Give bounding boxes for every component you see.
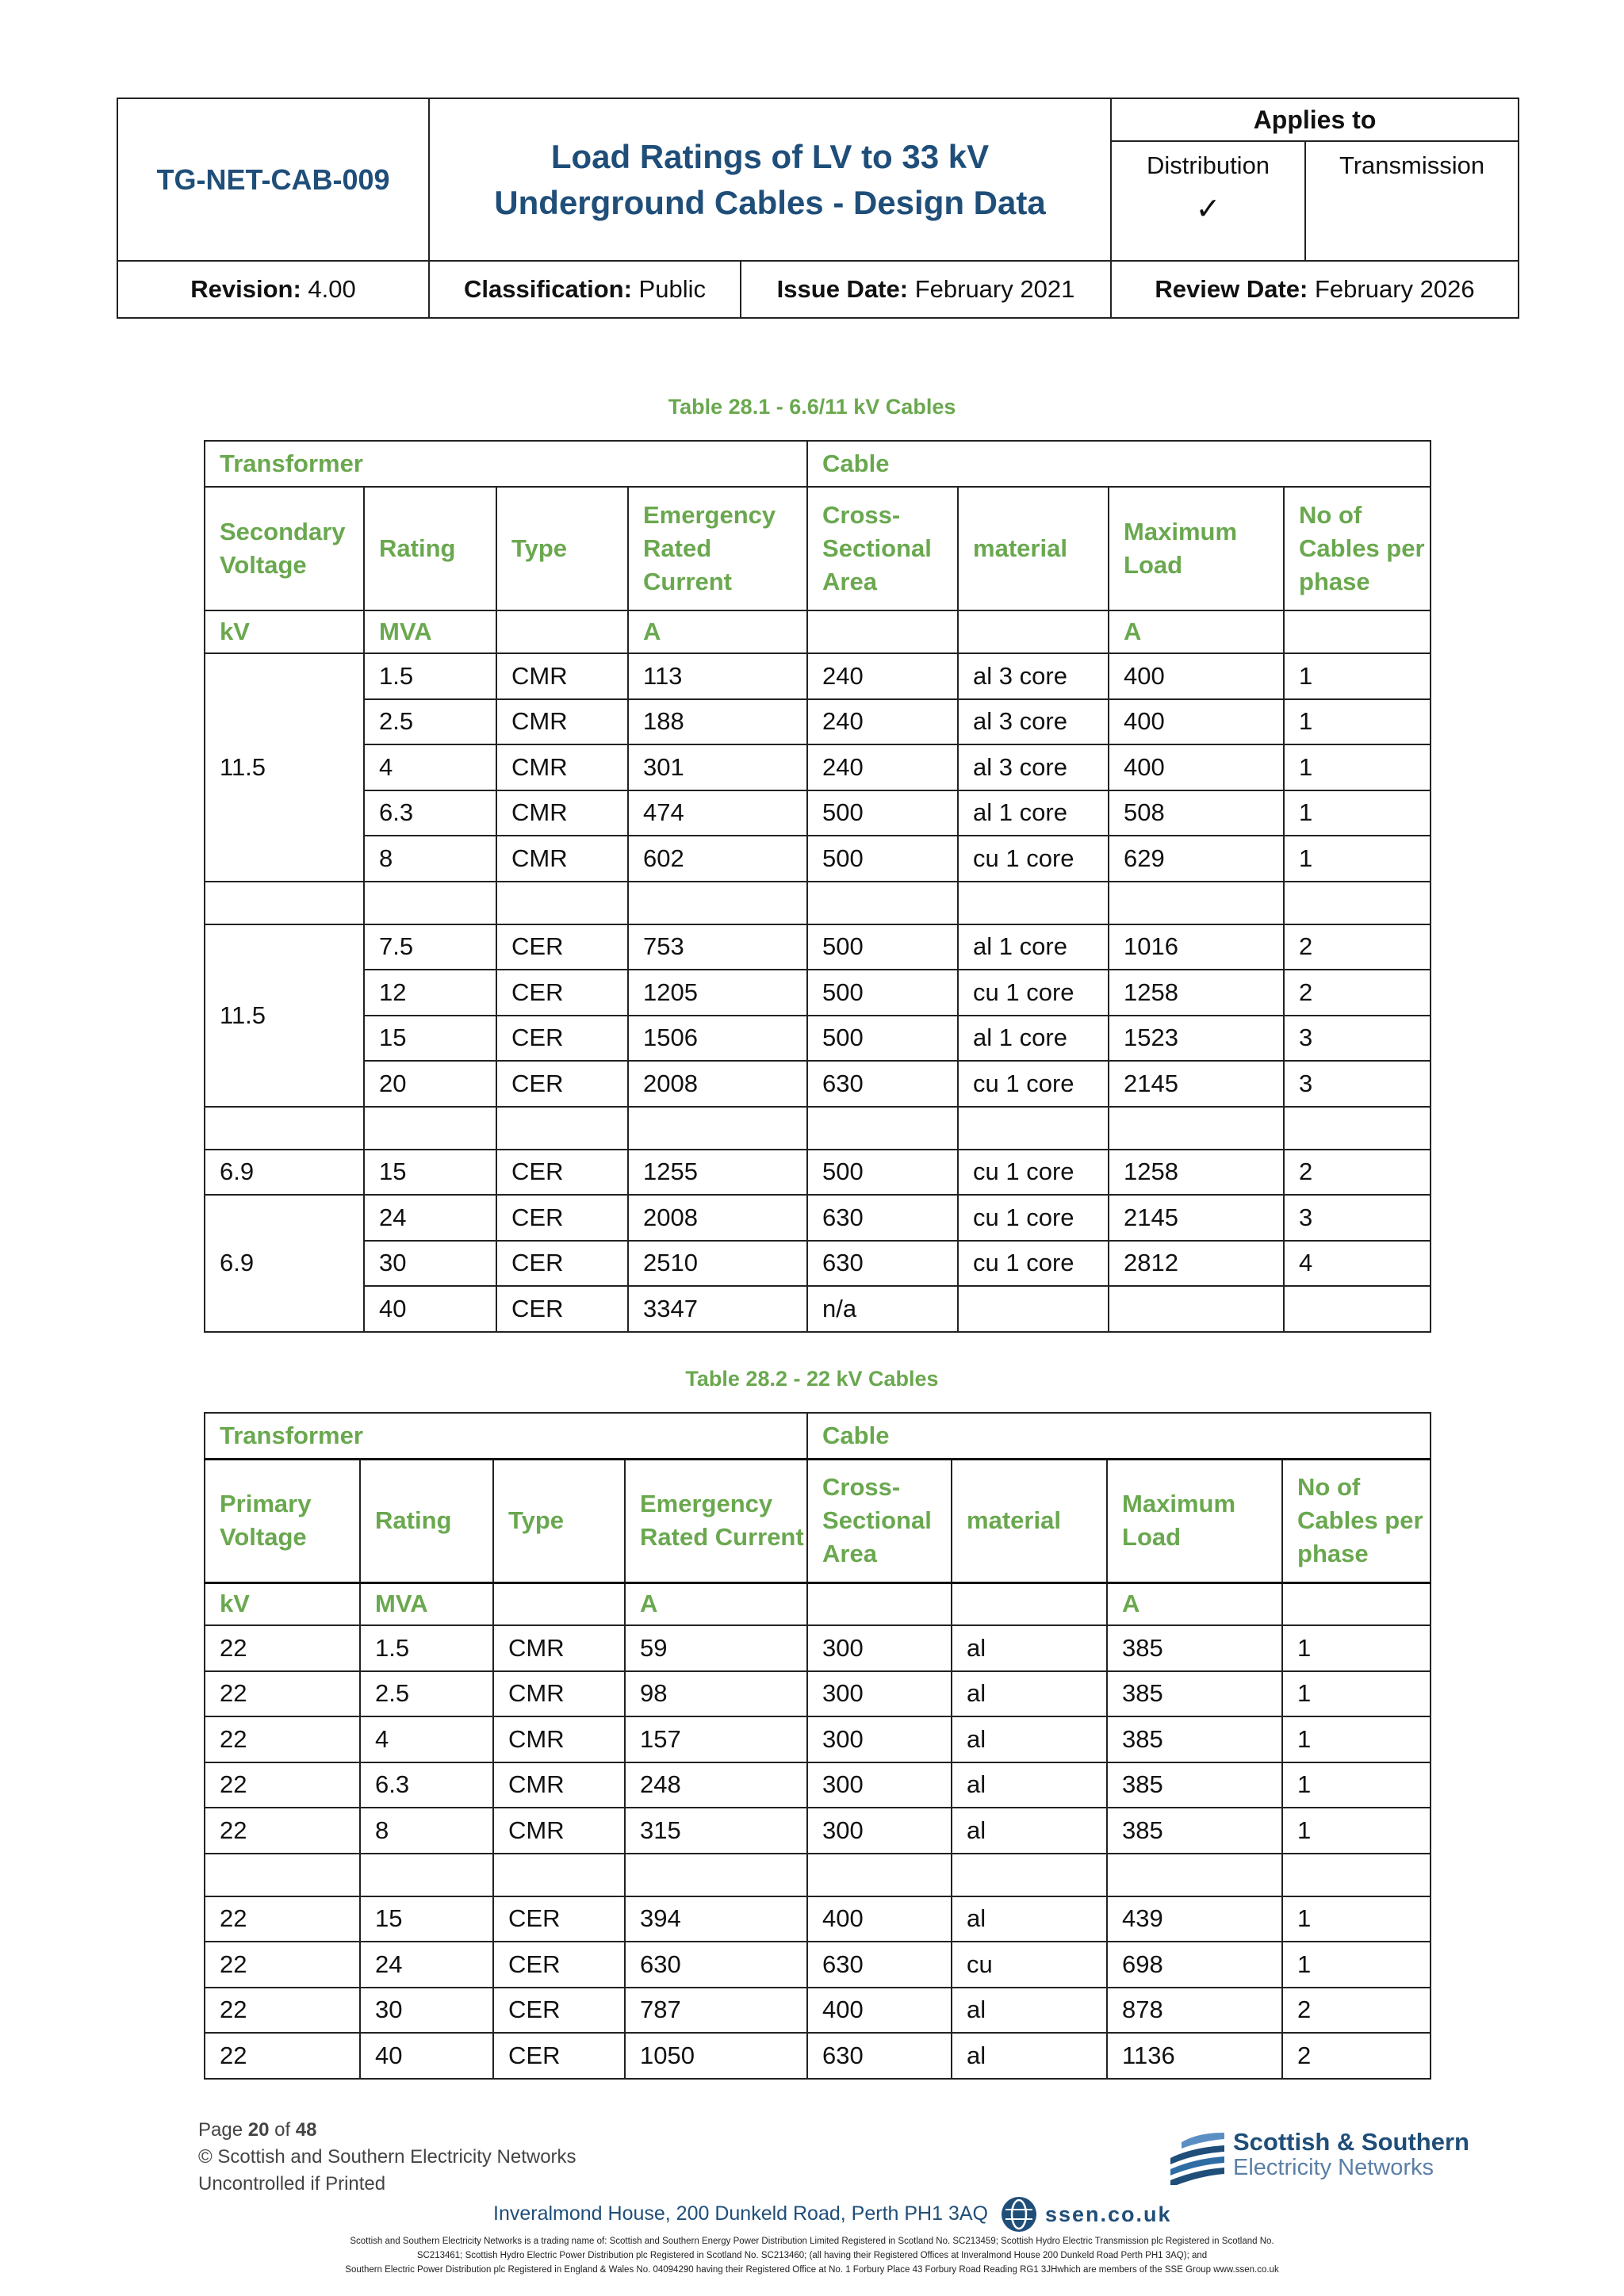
table-cell: cu 1 core [958, 1241, 1109, 1287]
table-cell: CMR [493, 1808, 625, 1854]
column-header: Rating [360, 1459, 493, 1582]
table-cell: 394 [625, 1896, 807, 1942]
table-cell: 630 [807, 1195, 958, 1241]
table2-22kv-cables [204, 1412, 1431, 2080]
table-cell: 500 [807, 1016, 958, 1062]
table-cell: 24 [364, 1195, 496, 1241]
table-cell: CER [493, 1896, 625, 1942]
table-row [205, 1150, 1431, 1196]
table-cell: 12 [364, 970, 496, 1016]
table1-caption: Table 28.1 - 6.6/11 kV Cables [668, 395, 956, 419]
table1-block-cmr [205, 653, 1431, 882]
table-cell: 385 [1107, 1671, 1282, 1717]
table-cell [1109, 1286, 1284, 1332]
ssen-logo-icon [1166, 2128, 1229, 2187]
column-header: Emergency Rated Current [625, 1459, 807, 1582]
table-cell: 500 [807, 970, 958, 1016]
table-cell: 240 [807, 744, 958, 790]
table-cell: CMR [496, 790, 628, 836]
table-cell: 2 [1284, 924, 1431, 970]
table-cell: 787 [625, 1988, 807, 2034]
table-cell: al [952, 1762, 1107, 1808]
table2-caption: Table 28.2 - 22 kV Cables [685, 1367, 939, 1391]
table-cell: 630 [625, 1942, 807, 1988]
table-cell: cu [952, 1942, 1107, 1988]
page-number: Page 20 of 48 [198, 2119, 317, 2141]
table-cell: 59 [625, 1625, 807, 1671]
table-cell: CER [496, 1195, 628, 1241]
table-cell: 1 [1282, 1625, 1431, 1671]
table-cell: 315 [625, 1808, 807, 1854]
table-cell: 4 [1284, 1241, 1431, 1287]
spacer-row [205, 1107, 1431, 1150]
review-date-cell [1111, 261, 1519, 318]
table-cell: 1 [1282, 1942, 1431, 1988]
check-icon: ✓ [1195, 193, 1221, 226]
table-cell: al [952, 1808, 1107, 1854]
table-cell [958, 1286, 1109, 1332]
table-cell: 98 [625, 1671, 807, 1717]
globe-icon [1001, 2196, 1037, 2233]
table-row [205, 836, 1431, 882]
table-cell: CER [496, 1016, 628, 1062]
table-cell: 385 [1107, 1808, 1282, 1854]
document-header [117, 98, 1518, 317]
column-header: Maximum Load [1109, 487, 1284, 610]
table-cell: 2812 [1109, 1241, 1284, 1287]
table-cell: al [952, 1671, 1107, 1717]
table-cell: 6.9 [205, 1150, 364, 1196]
column-header: Cross-Sectional Area [807, 1459, 952, 1582]
table-cell: 3 [1284, 1061, 1431, 1107]
column-header: Maximum Load [1107, 1459, 1282, 1582]
table-cell: 630 [807, 1942, 952, 1988]
logo-text-line2: Electricity Networks [1233, 2155, 1434, 2180]
table-cell: 1 [1282, 1716, 1431, 1762]
table-cell: 630 [807, 1241, 958, 1287]
table-cell: 7.5 [364, 924, 496, 970]
table-cell: 4 [360, 1716, 493, 1762]
copyright-text: © Scottish and Southern Electricity Networks [198, 2146, 576, 2168]
column-header: material [958, 487, 1109, 610]
table-cell: al 1 core [958, 790, 1109, 836]
table-cell: 4 [364, 744, 496, 790]
unit-cell: kV [205, 1582, 360, 1625]
table2-block-cer [205, 1896, 1431, 2079]
table-cell: cu 1 core [958, 836, 1109, 882]
table-cell: 2145 [1109, 1061, 1284, 1107]
unit-cell [496, 610, 628, 653]
table-cell: CMR [496, 699, 628, 745]
transmission-cell [1305, 141, 1519, 261]
table-cell: al [952, 2033, 1107, 2079]
table-cell: cu 1 core [958, 1195, 1109, 1241]
unit-cell: A [628, 610, 807, 653]
table-cell: CER [493, 2033, 625, 2079]
table-cell: 240 [807, 699, 958, 745]
issue-date-label: Issue Date: [776, 275, 909, 303]
column-header: Primary Voltage [205, 1459, 360, 1582]
table-cell: 300 [807, 1671, 952, 1717]
table-cell: 1 [1282, 1896, 1431, 1942]
table-row [205, 1241, 1431, 1287]
column-header: Type [493, 1459, 625, 1582]
unit-cell [807, 610, 958, 653]
table-cell: 2145 [1109, 1195, 1284, 1241]
document-title [429, 98, 1111, 261]
table-cell: al [952, 1988, 1107, 2034]
table-cell: 400 [1109, 653, 1284, 699]
table-cell: 24 [360, 1942, 493, 1988]
table-cell: 385 [1107, 1625, 1282, 1671]
table-cell: al 3 core [958, 699, 1109, 745]
table-cell: CMR [493, 1671, 625, 1717]
column-header: Cross-Sectional Area [807, 487, 958, 610]
table-cell: al 1 core [958, 924, 1109, 970]
group-header-cable: Cable [807, 441, 1431, 487]
legal-notice [285, 2234, 1339, 2277]
table-cell: 1 [1282, 1762, 1431, 1808]
table-cell: 1205 [628, 970, 807, 1016]
table-cell: CER [496, 1061, 628, 1107]
title-line-1: Load Ratings of LV to 33 kV [550, 137, 990, 175]
revision-label: Revision: [190, 275, 301, 303]
table-cell: 2008 [628, 1061, 807, 1107]
transmission-label: Transmission [1339, 151, 1485, 179]
unit-cell [1284, 610, 1431, 653]
column-header: material [952, 1459, 1107, 1582]
table-cell: 1136 [1107, 2033, 1282, 2079]
column-header: No of Cables per phase [1284, 487, 1431, 610]
column-header: Rating [364, 487, 496, 610]
group-header-transformer: Transformer [205, 1413, 807, 1459]
table-cell: 3 [1284, 1195, 1431, 1241]
issue-date-cell [741, 261, 1111, 318]
table-cell: 508 [1109, 790, 1284, 836]
table-cell: 1 [1284, 699, 1431, 745]
table-cell: 500 [807, 790, 958, 836]
classification-label: Classification: [464, 275, 632, 303]
table-cell: 2 [1284, 970, 1431, 1016]
table-cell: CMR [496, 653, 628, 699]
table-cell: 40 [360, 2033, 493, 2079]
table-cell: 22 [205, 1716, 360, 1762]
voltage-cell: 6.9 [205, 1195, 364, 1332]
table-cell: 500 [807, 836, 958, 882]
table-cell: CMR [493, 1762, 625, 1808]
table-cell: 1258 [1109, 970, 1284, 1016]
table-cell: 15 [364, 1016, 496, 1062]
table-cell: 20 [364, 1061, 496, 1107]
spacer-row [205, 882, 1431, 924]
table1-block-cer [205, 924, 1431, 1107]
review-date-label: Review Date: [1155, 275, 1308, 303]
table-cell: 602 [628, 836, 807, 882]
table-row [205, 1896, 1431, 1942]
table-row [205, 1762, 1431, 1808]
table-cell: al [952, 1716, 1107, 1762]
table-cell: 22 [205, 1625, 360, 1671]
table-cell: 1 [1282, 1808, 1431, 1854]
table-cell: 385 [1107, 1716, 1282, 1762]
table-row [205, 1716, 1431, 1762]
table-cell: 1 [1284, 744, 1431, 790]
table-cell: 40 [364, 1286, 496, 1332]
voltage-cell: 11.5 [205, 653, 364, 882]
table-cell: 2008 [628, 1195, 807, 1241]
table-row [205, 1942, 1431, 1988]
table-cell: 500 [807, 1150, 958, 1196]
table-row [205, 2033, 1431, 2079]
document-id: TG-NET-CAB-009 [117, 98, 429, 261]
table-cell: 1 [1282, 1671, 1431, 1717]
table-cell: 400 [807, 1988, 952, 2034]
table-cell: 30 [364, 1241, 496, 1287]
group-header-cable: Cable [807, 1413, 1431, 1459]
table-cell: 22 [205, 1942, 360, 1988]
table-cell: CER [493, 1988, 625, 2034]
table-cell: 22 [205, 1762, 360, 1808]
table2-block-cmr [205, 1625, 1431, 1854]
table-cell: CER [496, 970, 628, 1016]
table-cell: 400 [1109, 744, 1284, 790]
table-cell: 400 [807, 1896, 952, 1942]
table-cell: 2.5 [360, 1671, 493, 1717]
table-cell: 400 [1109, 699, 1284, 745]
table-cell: 1258 [1109, 1150, 1284, 1196]
table-cell: 1016 [1109, 924, 1284, 970]
table-cell: 1 [1284, 836, 1431, 882]
unit-cell: A [1107, 1582, 1282, 1625]
revision-cell [117, 261, 429, 318]
column-header: Type [496, 487, 628, 610]
table-cell: 1523 [1109, 1016, 1284, 1062]
table-cell: n/a [807, 1286, 958, 1332]
table-cell: 630 [807, 2033, 952, 2079]
table-cell: 1 [1284, 790, 1431, 836]
unit-cell [807, 1582, 952, 1625]
table-cell: 300 [807, 1762, 952, 1808]
unit-cell: MVA [364, 610, 496, 653]
applies-to-label: Applies to [1111, 98, 1519, 141]
table-cell: 3347 [628, 1286, 807, 1332]
website-link[interactable]: ssen.co.uk [1045, 2202, 1172, 2226]
table-cell [1284, 1286, 1431, 1332]
logo-text-line1: Scottish & Southern [1233, 2128, 1469, 2156]
table-cell: 385 [1107, 1762, 1282, 1808]
table-cell: 248 [625, 1762, 807, 1808]
table1-block-6-9kv [205, 1195, 1431, 1332]
table-cell: 2510 [628, 1241, 807, 1287]
unit-cell: kV [205, 610, 364, 653]
footer-info [198, 2117, 576, 2198]
legal-line-1: Scottish and Southern Electricity Networks is a trading name of: Scottish and Southern Energy Power Distribution Limited Registered in Scotland No. SC213459; Scottish Hydro Electric Transmission plc Registered in Scotland No. [350, 2237, 1274, 2246]
table-row [205, 744, 1431, 790]
table-cell: 301 [628, 744, 807, 790]
table-cell: 30 [360, 1988, 493, 2034]
table-cell: cu 1 core [958, 1150, 1109, 1196]
unit-cell [493, 1582, 625, 1625]
table-cell: CER [496, 1241, 628, 1287]
table-cell: 2 [1282, 2033, 1431, 2079]
table-cell: 439 [1107, 1896, 1282, 1942]
table1-6-6-11kv-cables [204, 440, 1431, 1333]
table-cell: 630 [807, 1061, 958, 1107]
table-cell: 3 [1284, 1016, 1431, 1062]
table-cell: CMR [496, 744, 628, 790]
uncontrolled-notice: Uncontrolled if Printed [198, 2173, 386, 2195]
table-cell: 1 [1284, 653, 1431, 699]
table-cell: al [952, 1625, 1107, 1671]
table-row [205, 1195, 1431, 1241]
table-row [205, 699, 1431, 745]
table-cell: 22 [205, 1808, 360, 1854]
table-cell: cu 1 core [958, 970, 1109, 1016]
table-cell: 1.5 [364, 653, 496, 699]
table-row [205, 1808, 1431, 1854]
table-cell: 878 [1107, 1988, 1282, 2034]
classification-cell [429, 261, 741, 318]
group-header-transformer: Transformer [205, 441, 807, 487]
classification-value: Public [638, 275, 706, 303]
table-row [205, 1625, 1431, 1671]
table-cell: CER [496, 1286, 628, 1332]
table-cell: cu 1 core [958, 1061, 1109, 1107]
table-row [205, 653, 1431, 699]
table-cell: al [952, 1896, 1107, 1942]
table-cell: al 3 core [958, 744, 1109, 790]
table-cell: 1255 [628, 1150, 807, 1196]
spacer-row [205, 1854, 1431, 1896]
table-row [205, 1671, 1431, 1717]
table-cell: CMR [493, 1716, 625, 1762]
table-cell: 240 [807, 653, 958, 699]
column-header: Emergency Rated Current [628, 487, 807, 610]
table-cell: 22 [205, 2033, 360, 2079]
table-cell: 22 [205, 1671, 360, 1717]
legal-line-2: SC213461; Scottish Hydro Electric Power Distribution plc Registered in Scotland No. SC213460; (all having their Registered Offices at Inveralmond House 200 Dunkeld Road Perth PH1 3AQ); and [416, 2251, 1208, 2260]
unit-cell: MVA [360, 1582, 493, 1625]
table-cell: 300 [807, 1808, 952, 1854]
table-cell: CER [493, 1942, 625, 1988]
table-cell: 8 [360, 1808, 493, 1854]
table-row [205, 970, 1431, 1016]
voltage-cell: 11.5 [205, 924, 364, 1107]
table-cell: CMR [496, 836, 628, 882]
table-cell: 474 [628, 790, 807, 836]
table-cell: 6.3 [364, 790, 496, 836]
table-cell: 300 [807, 1625, 952, 1671]
table-cell: 113 [628, 653, 807, 699]
distribution-cell [1111, 141, 1305, 261]
unit-cell [952, 1582, 1107, 1625]
table-cell: 157 [625, 1716, 807, 1762]
table-row [205, 790, 1431, 836]
table-cell: 1050 [625, 2033, 807, 2079]
table-cell: al 3 core [958, 653, 1109, 699]
unit-cell: A [1109, 610, 1284, 653]
table-cell: CER [496, 1150, 628, 1196]
table-cell: 753 [628, 924, 807, 970]
title-line-2: Underground Cables - Design Data [494, 183, 1046, 221]
table-row [205, 1061, 1431, 1107]
table-cell: 15 [364, 1150, 496, 1196]
table-cell: 22 [205, 1896, 360, 1942]
distribution-label: Distribution [1146, 151, 1270, 179]
revision-value: 4.00 [308, 275, 356, 303]
table-cell: 2 [1282, 1988, 1431, 2034]
table-cell: 698 [1107, 1942, 1282, 1988]
company-address: Inveralmond House, 200 Dunkeld Road, Perth PH1 3AQ [493, 2202, 988, 2225]
table-cell: 300 [807, 1716, 952, 1762]
table-cell: 500 [807, 924, 958, 970]
review-date-value: February 2026 [1315, 275, 1475, 303]
column-header: No of Cables per phase [1282, 1459, 1431, 1582]
table-cell: al 1 core [958, 1016, 1109, 1062]
table-row [205, 1016, 1431, 1062]
table-row [205, 924, 1431, 970]
unit-cell [1282, 1582, 1431, 1625]
table-cell: CMR [493, 1625, 625, 1671]
table-cell: 2 [1284, 1150, 1431, 1196]
legal-line-3: Southern Electric Power Distribution plc Registered in England & Wales No. 04094290 having their Registered Office at No. 1 Forbury Place 43 Forbury Road Reading RG1 3JHwhich are members of the SSE Group www.ssen.co.uk [345, 2265, 1279, 2275]
table-row [205, 1988, 1431, 2034]
table-cell: 8 [364, 836, 496, 882]
table-cell: 1.5 [360, 1625, 493, 1671]
table-cell: 6.3 [360, 1762, 493, 1808]
issue-date-value: February 2021 [914, 275, 1075, 303]
table-cell: 2.5 [364, 699, 496, 745]
table-row [205, 1286, 1431, 1332]
table-cell: 188 [628, 699, 807, 745]
unit-cell: A [625, 1582, 807, 1625]
table-cell: 15 [360, 1896, 493, 1942]
table-cell: 22 [205, 1988, 360, 2034]
table-cell: 1506 [628, 1016, 807, 1062]
table-cell: CER [496, 924, 628, 970]
column-header: Secondary Voltage [205, 487, 364, 610]
table-cell: 629 [1109, 836, 1284, 882]
unit-cell [958, 610, 1109, 653]
